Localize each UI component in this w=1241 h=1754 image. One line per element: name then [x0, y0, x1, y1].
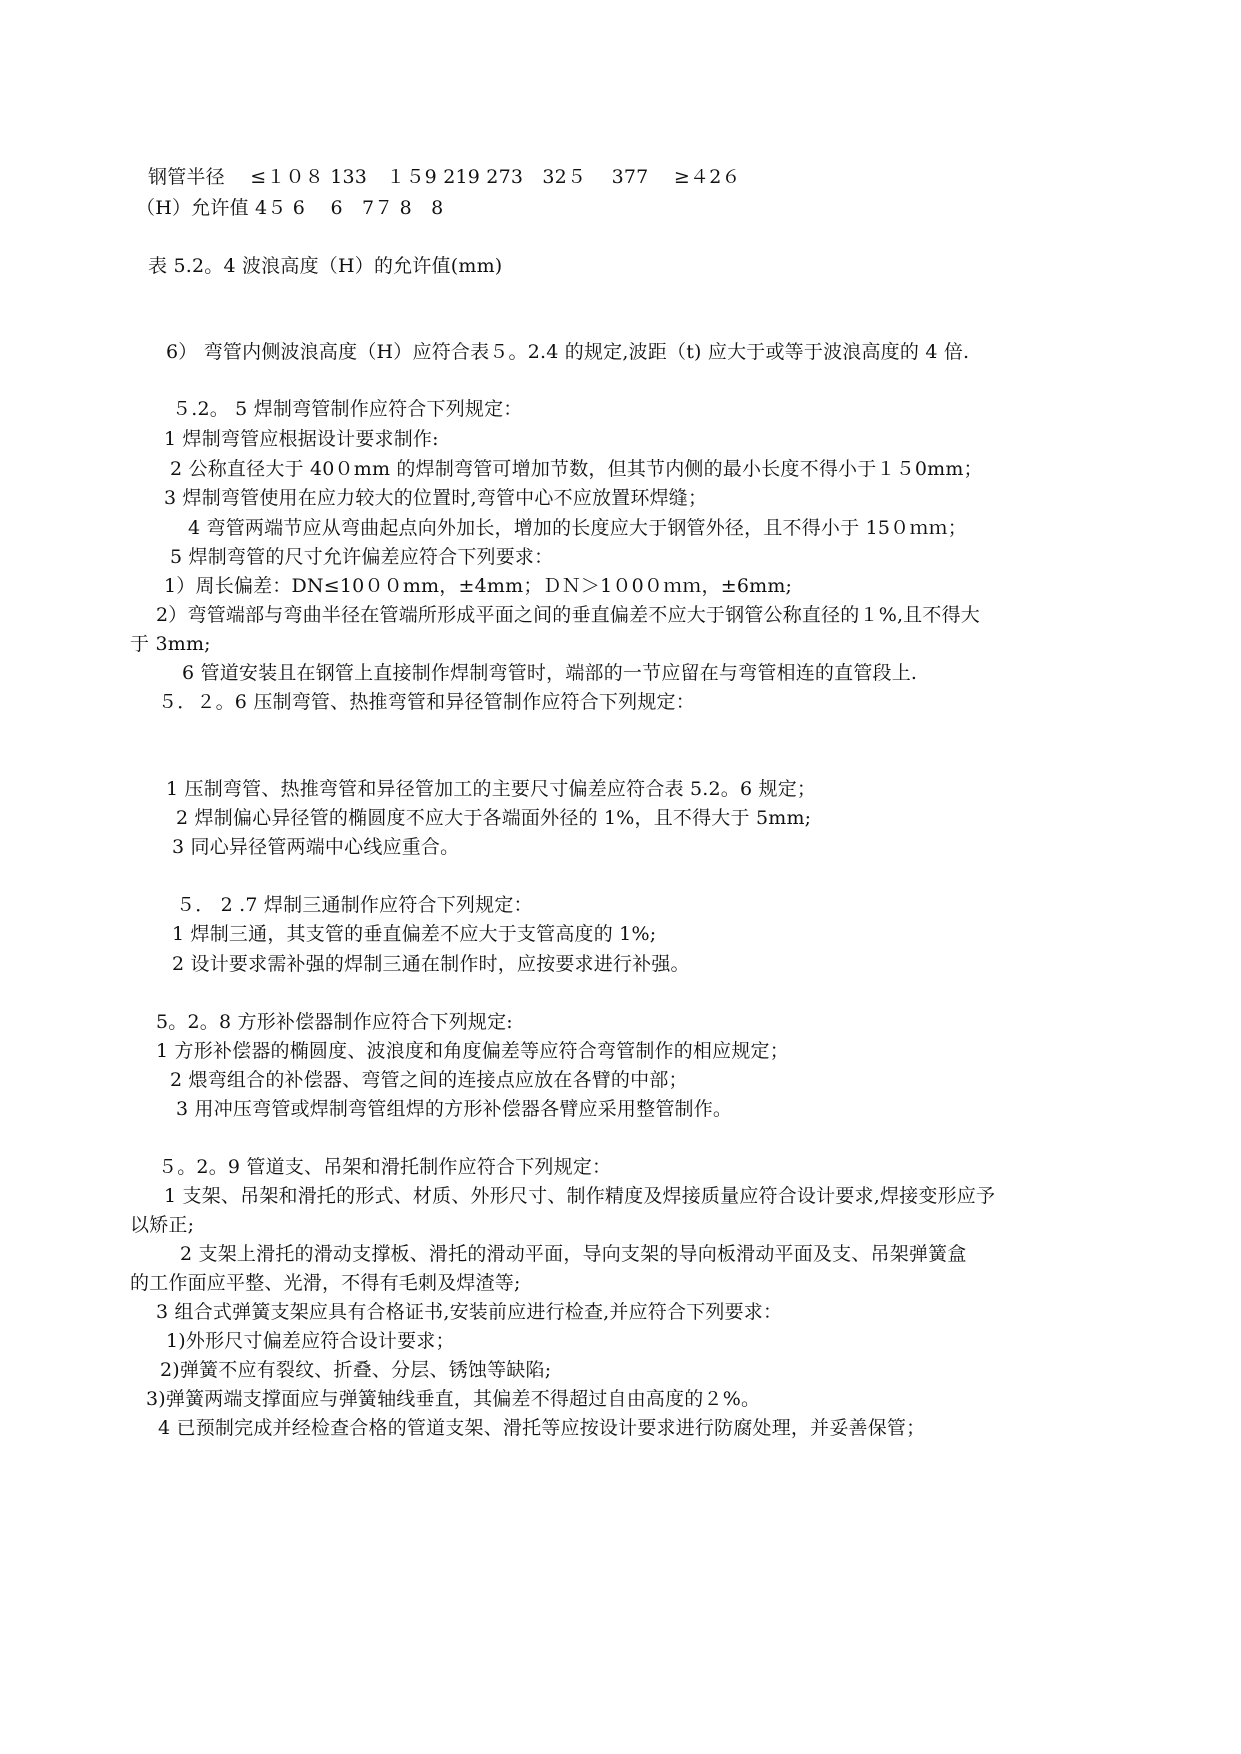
list-item: 3 同心异径管两端中心线应重合。 — [172, 836, 460, 858]
list-item-continuation: 以矫正; — [130, 1214, 195, 1236]
list-item: 1 方形补偿器的椭圆度、波浪度和角度偏差等应符合弯管制作的相应规定； — [156, 1040, 789, 1062]
list-item: 3 焊制弯管使用在应力较大的位置时,弯管中心不应放置环焊缝； — [164, 487, 708, 509]
table-header-row-radius: 钢管半径 ≤１０８ 133 １５9 219 273 32５ 377 ≥４2６ — [148, 166, 741, 188]
list-item: 6 管道安装且在钢管上直接制作焊制弯管时，端部的一节应留在与弯管相连的直管段上. — [182, 662, 918, 684]
list-subitem-continuation: 于 3mm; — [130, 633, 211, 655]
section-heading: ５.2。 5 焊制弯管制作应符合下列规定： — [172, 398, 523, 420]
section-heading: ５． 2 .7 焊制三通制作应符合下列规定： — [176, 894, 533, 916]
list-subitem: 3)弹簧两端支撑面应与弹簧轴线垂直，其偏差不得超过自由高度的２%。 — [146, 1388, 761, 1410]
list-subitem: 1)外形尺寸偏差应符合设计要求； — [166, 1330, 455, 1352]
list-item: 2 支架上滑托的滑动支撑板、滑托的滑动平面，导向支架的导向板滑动平面及支、吊架弹簧盒 — [180, 1243, 967, 1265]
table-caption: 表 5.2。4 波浪高度（H）的允许值(mm) — [148, 255, 503, 277]
list-item: 2 焊制偏心异径管的椭圆度不应大于各端面外径的 1%，且不得大于 5mm; — [176, 807, 812, 829]
list-item: 1 压制弯管、热推弯管和异径管加工的主要尺寸偏差应符合表 5.2。6 规定； — [166, 778, 817, 800]
list-subitem: 1）周长偏差：DN≤10００mm，±4mm；ＤＮ＞1０0０ｍｍ，±6mm; — [164, 575, 793, 597]
list-subitem: 2）弯管端部与弯曲半径在管端所形成平面之间的垂直偏差不应大于钢管公称直径的１%,且不得大 — [156, 604, 980, 626]
list-item: 2 公称直径大于 40０mm 的焊制弯管可增加节数，但其节内侧的最小长度不得小于１５0mm； — [170, 458, 983, 480]
section-heading: ５。2。9 管道支、吊架和滑托制作应符合下列规定： — [158, 1156, 612, 1178]
table-row-allowed-value: （H）允许值 4５ 6 6 7７ 8 8 — [136, 197, 444, 219]
list-item: 1 焊制弯管应根据设计要求制作: — [164, 428, 439, 450]
list-item: 1 支架、吊架和滑托的形式、材质、外形尺寸、制作精度及焊接质量应符合设计要求,焊接变形应予 — [164, 1185, 996, 1207]
section-heading: 5。2。8 方形补偿器制作应符合下列规定: — [156, 1011, 513, 1033]
list-item: 5 焊制弯管的尺寸允许偏差应符合下列要求： — [170, 546, 554, 568]
paragraph: 6） 弯管内侧波浪高度（H）应符合表５。2.4 的规定,波距（t) 应大于或等于波浪高度的 4 倍. — [166, 341, 970, 363]
list-item: 2 设计要求需补强的焊制三通在制作时，应按要求进行补强。 — [172, 953, 690, 975]
list-item: 3 用冲压弯管或焊制弯管组焊的方形补偿器各臂应采用整管制作。 — [176, 1098, 733, 1120]
list-subitem: 2)弹簧不应有裂纹、折叠、分层、锈蚀等缺陷; — [160, 1359, 552, 1381]
list-item: 4 已预制完成并经检查合格的管道支架、滑托等应按设计要求进行防腐处理，并妥善保管； — [158, 1417, 926, 1439]
list-item: 4 弯管两端节应从弯曲起点向外加长，增加的长度应大于钢管外径，且不得小于 15０ｍｍ； — [188, 517, 967, 539]
section-heading: ５．２。6 压制弯管、热推弯管和异径管制作应符合下列规定： — [158, 691, 695, 713]
list-item: 1 焊制三通，其支管的垂直偏差不应大于支管高度的 1%; — [172, 923, 657, 945]
list-item: 2 煨弯组合的补偿器、弯管之间的连接点应放在各臂的中部； — [170, 1069, 688, 1091]
list-item-continuation: 的工作面应平整、光滑，不得有毛刺及焊渣等; — [130, 1272, 521, 1294]
list-item: 3 组合式弹簧支架应具有合格证书,安装前应进行检查,并应符合下列要求： — [156, 1301, 783, 1323]
